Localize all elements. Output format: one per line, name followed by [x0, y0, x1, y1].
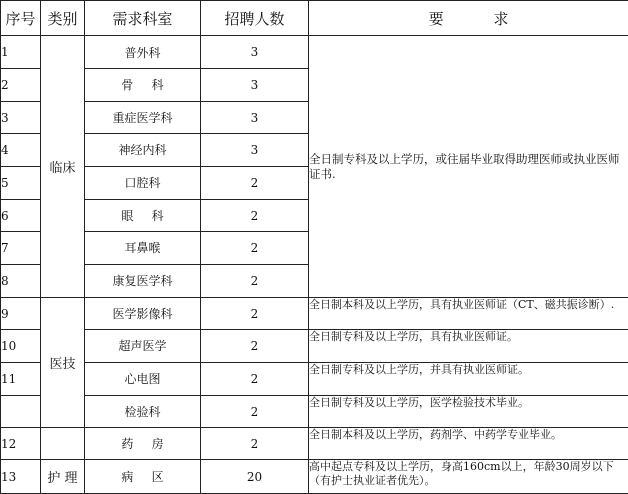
- row-seq: 9: [1, 297, 41, 329]
- row-seq: 12: [1, 428, 41, 460]
- row-dept: 神经内科: [85, 134, 201, 166]
- row-dept: 口腔科: [85, 166, 201, 199]
- header-seq: 序号: [1, 1, 41, 36]
- table-row: [1, 36, 628, 68]
- row-seq: 13: [1, 460, 41, 494]
- requirement-nursing: 高中起点专科及以上学历，身高160cm以上，年龄30周岁以下（有护士执业证者优先）。: [309, 460, 628, 494]
- row-seq: 7: [1, 232, 41, 264]
- row-seq: 1: [1, 36, 41, 68]
- requirement-ecg: 全日制专科及以上学历，并具有执业医师证。: [309, 362, 628, 395]
- row-seq: 8: [1, 264, 41, 297]
- row-count: 2: [201, 166, 309, 199]
- row-seq: 4: [1, 134, 41, 166]
- row-dept: 康复医学科: [85, 264, 201, 297]
- row-dept: 药 房: [85, 428, 201, 460]
- row-count: 2: [201, 297, 309, 329]
- row-count: 2: [201, 428, 309, 460]
- category-medtech: 医技: [41, 297, 85, 427]
- row-count: 3: [201, 134, 309, 166]
- row-count: 3: [201, 36, 309, 68]
- row-count: 2: [201, 362, 309, 395]
- row-dept: 普外科: [85, 36, 201, 68]
- table-row: [1, 362, 628, 395]
- row-count: 3: [201, 101, 309, 133]
- row-count: 3: [201, 68, 309, 101]
- header-count: 招聘人数: [201, 1, 309, 36]
- row-count: 20: [201, 460, 309, 494]
- row-dept: 超声医学: [85, 330, 201, 362]
- table-row: [1, 460, 628, 494]
- requirement-lab: 全日制专科及以上学历，医学检验技术毕业。: [309, 395, 628, 427]
- row-count: 2: [201, 395, 309, 427]
- row-dept: 病 区: [85, 460, 201, 494]
- table-row: [1, 330, 628, 362]
- row-dept: 耳鼻喉: [85, 232, 201, 264]
- requirement-clinical: 全日制专科及以上学历，或往届毕业取得助理医师或执业医师证书.: [309, 36, 628, 298]
- row-count: 2: [201, 330, 309, 362]
- row-count: 2: [201, 232, 309, 264]
- category-clinical: 临床: [41, 36, 85, 298]
- row-seq: 3: [1, 101, 41, 133]
- table-row: [1, 395, 628, 427]
- header-requirement: 要 求: [309, 1, 628, 36]
- header-row: [1, 1, 628, 36]
- header-category: 类别: [41, 1, 85, 36]
- category-empty: [41, 428, 85, 460]
- row-seq: 5: [1, 166, 41, 199]
- row-seq: 2: [1, 68, 41, 101]
- category-nursing: 护 理: [41, 460, 85, 494]
- row-seq: 10: [1, 330, 41, 362]
- requirement-pharmacy: 全日制本科及以上学历，药剂学、中药学专业毕业。: [309, 428, 628, 460]
- row-dept: 医学影像科: [85, 297, 201, 329]
- row-seq: [1, 395, 41, 427]
- row-seq: 6: [1, 199, 41, 231]
- table-row: [1, 428, 628, 460]
- row-seq: 11: [1, 362, 41, 395]
- row-dept: 检验科: [85, 395, 201, 427]
- requirement-imaging: 全日制本科及以上学历，具有执业医师证（CT、磁共振诊断）.: [309, 297, 628, 329]
- row-dept: 心电图: [85, 362, 201, 395]
- row-dept: 骨 科: [85, 68, 201, 101]
- row-dept: 眼 科: [85, 199, 201, 231]
- table-row: [1, 297, 628, 329]
- requirement-ultrasound: 全日制专科及以上学历，具有执业医师证。: [309, 330, 628, 362]
- row-count: 2: [201, 199, 309, 231]
- row-count: 2: [201, 264, 309, 297]
- row-dept: 重症医学科: [85, 101, 201, 133]
- header-dept: 需求科室: [85, 1, 201, 36]
